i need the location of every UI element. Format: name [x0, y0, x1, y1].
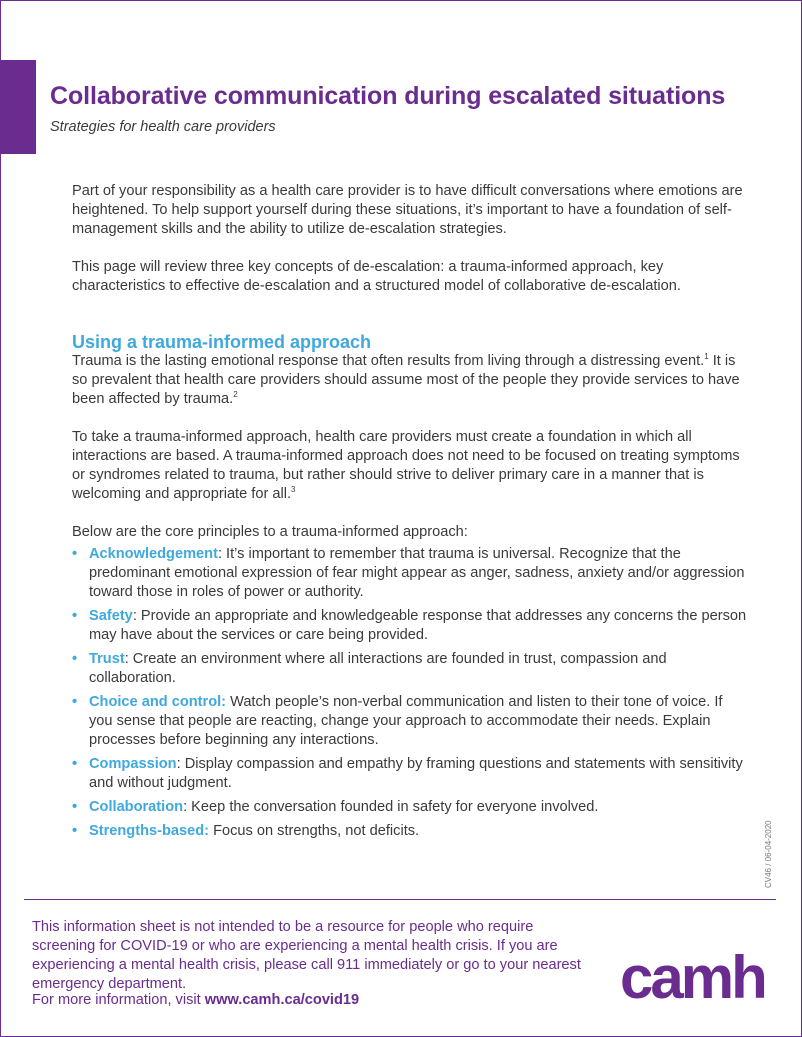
principles-list: [72, 545, 748, 841]
principle-text: Keep the conversation founded in safety for everyone involved.: [187, 799, 599, 815]
bullet-icon: •: [72, 799, 78, 815]
principle-text: Display compassion and empathy by framing questions and statements with sensitivity and without judgment.: [89, 756, 743, 791]
main-content: [72, 182, 748, 846]
document-code: CV46 / 06-04-2020: [764, 820, 773, 888]
principle-sep: :: [176, 756, 181, 772]
principle-term: Collaboration: [89, 799, 184, 815]
bullet-icon: •: [72, 608, 78, 624]
section-paragraph-1a: Trauma is the lasting emotional response that often results from living through a distressing event.: [72, 353, 705, 369]
principle-term: Compassion: [89, 756, 177, 772]
list-item: [72, 693, 748, 750]
section-paragraph-2-text: To take a trauma-informed approach, health care providers must create a foundation in which all interactions are based. A trauma-informed approach does not need to be focused on treating symptoms or syndromes related to trauma, but rather should strive to deliver primary care in a manner that is welcoming and appropriate for all.: [72, 429, 740, 502]
principle-text: It’s important to remember that trauma is universal. Recognize that the predominant emotional expression of fear might appear as anger, sadness, anxiety and/or aggression toward those in roles of power or authority.: [89, 546, 745, 600]
bullet-icon: •: [72, 694, 78, 710]
principle-sep: :: [132, 608, 137, 624]
section-heading: Using a trauma-informed approach: [72, 332, 372, 352]
bullet-icon: •: [72, 651, 78, 667]
footer-divider: [24, 899, 776, 900]
bullet-icon: •: [72, 546, 78, 562]
list-item: [72, 798, 748, 817]
principle-text: Create an environment where all interactions are founded in trust, compassion and collaboration.: [89, 651, 667, 686]
principle-sep: :: [217, 546, 222, 562]
list-item: [72, 607, 748, 645]
principle-term: Strengths-based:: [89, 823, 210, 839]
footer-more-info: [32, 992, 359, 1008]
more-info-prefix: For more information, visit: [32, 992, 205, 1008]
section-paragraph-1: [72, 352, 748, 409]
principle-sep: :: [183, 799, 188, 815]
footnote-ref-2: 2: [233, 390, 238, 399]
list-item: [72, 545, 748, 602]
principle-text: Watch people’s non-verbal communication and listen to their tone of voice. If you sense that people are reacting, change your approach to accommodate their needs. Explain processes before beginning any interactions.: [89, 694, 723, 748]
bullet-icon: •: [72, 756, 78, 772]
principle-text: Provide an appropriate and knowledgeable response that addresses any concerns the person may have about the services or care being provided.: [89, 608, 747, 643]
principle-term: Safety: [89, 608, 133, 624]
principle-term: Choice and control:: [89, 694, 227, 710]
principle-term: Acknowledgement: [89, 546, 218, 562]
camh-logo: camh: [620, 944, 765, 1011]
page-subtitle: Strategies for health care providers: [50, 119, 276, 135]
principles-intro: Below are the core principles to a trauma-informed approach:: [72, 524, 468, 540]
page-title: Collaborative communication during escalated situations: [50, 82, 726, 110]
section-paragraph-1b: It is so prevalent that health care providers should assume most of the people they provide services to have been affected by trauma.: [72, 353, 740, 407]
list-item: [72, 822, 748, 841]
list-item: [72, 755, 748, 793]
footer-disclaimer: This information sheet is not intended to be a resource for people who require screening for COVID-19 or who are experiencing a mental health crisis. If you are experiencing a mental health crisis, please call 911 immediately or go to your nearest emergency department.: [32, 919, 581, 992]
header-accent-bar: [0, 60, 36, 154]
principle-sep: :: [124, 651, 129, 667]
principle-term: Trust: [89, 651, 125, 667]
list-item: [72, 650, 748, 688]
bullet-icon: •: [72, 823, 78, 839]
footnote-ref-1: 1: [704, 352, 709, 361]
section-paragraph-2: [72, 428, 748, 504]
more-info-link[interactable]: www.camh.ca/covid19: [204, 992, 360, 1008]
footnote-ref-3: 3: [291, 485, 296, 494]
intro-paragraph-2: This page will review three key concepts of de-escalation: a trauma-informed approach, key characteristics to effective de-escalation and a structured model of collaborative de-escalation.: [72, 259, 681, 294]
intro-paragraph-1: Part of your responsibility as a health care provider is to have difficult conversations where emotions are heightened. To help support yourself during these situations, it’s important to have a foundation of self-management skills and the ability to utilize de-escalation strategies.: [72, 183, 743, 237]
principle-text: Focus on strengths, not deficits.: [209, 823, 420, 839]
